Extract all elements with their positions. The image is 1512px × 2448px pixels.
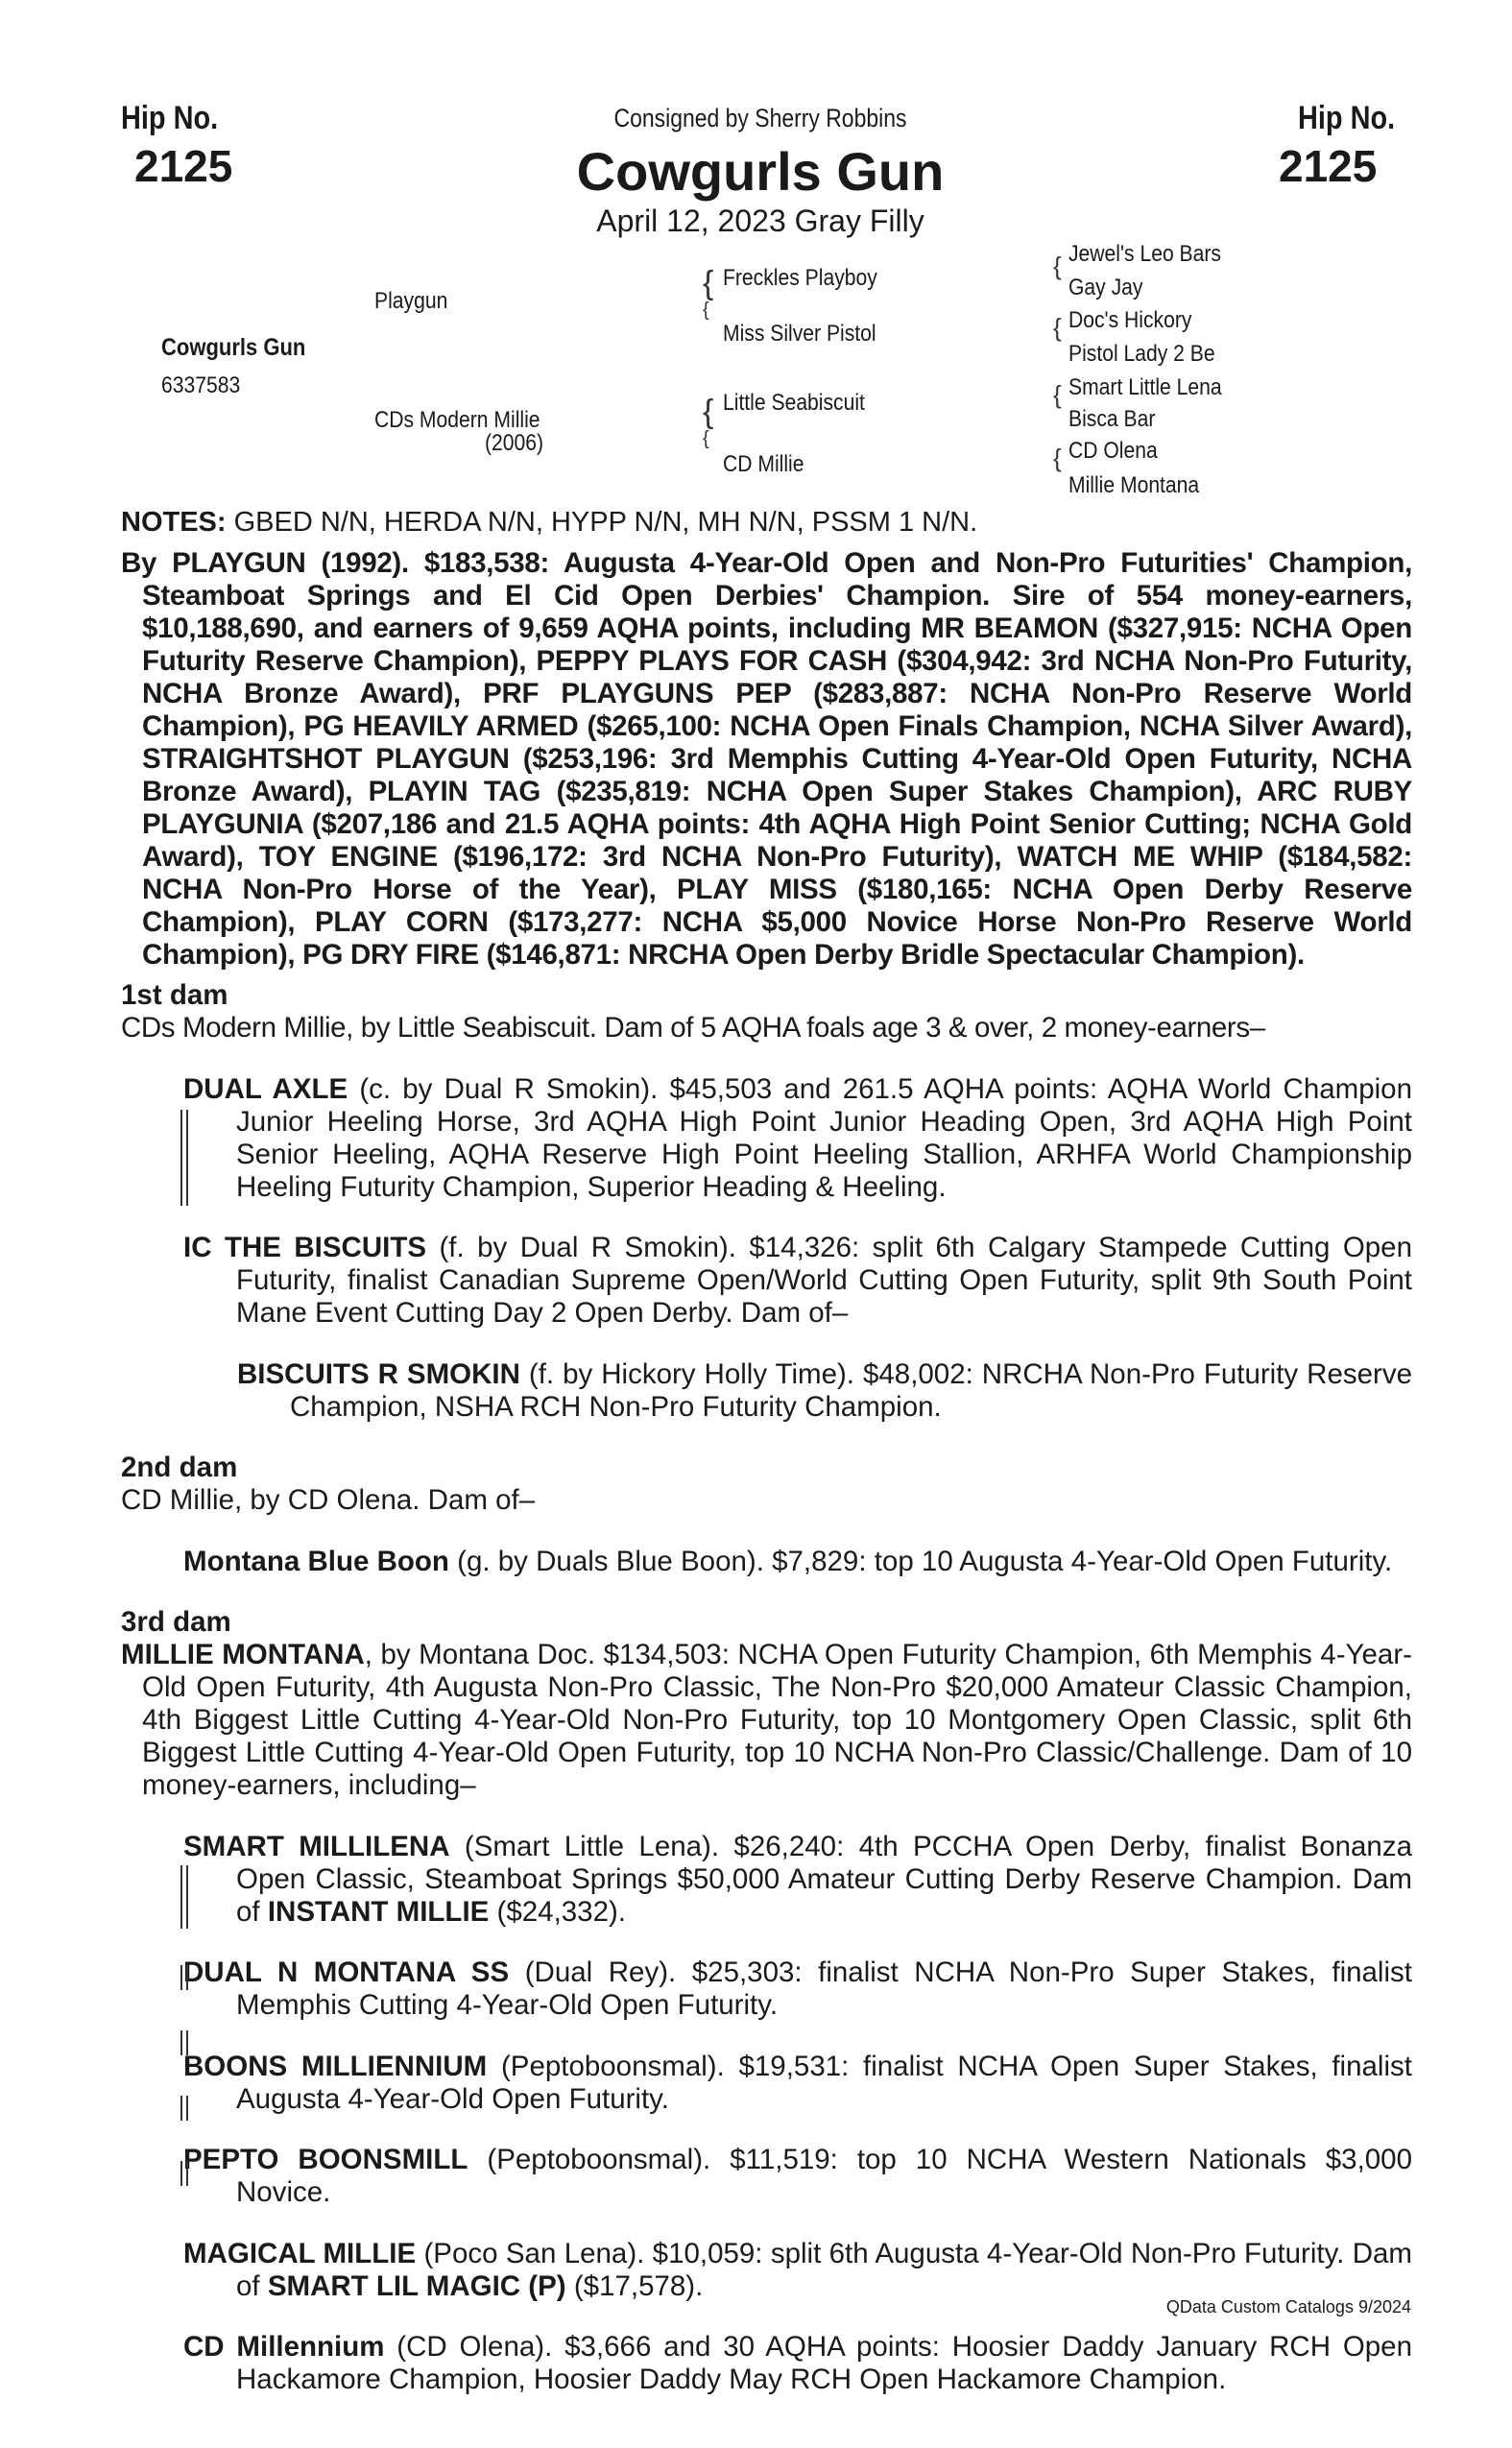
produce-offspring-text: ($24,332).	[489, 1895, 627, 1928]
produce-name: MAGICAL MILLIE	[183, 2237, 417, 2269]
pedigree-brace: {	[1053, 252, 1062, 280]
produce-text: (f. by Hickory Holly Time). $48,002: NRCHA Non-Pro Futurity Reserve Champion, NSHA RCH Non-Pro Futurity Champion.	[290, 1357, 1412, 1423]
pedigree-subject-name: Cowgurls Gun	[161, 334, 306, 361]
notes	[121, 507, 977, 539]
produce-text: (g. by Duals Blue Boon). $7,829: top 10 Augusta 4-Year-Old Open Futurity.	[448, 1545, 1393, 1577]
produce-bar	[180, 2096, 188, 2121]
pedigree-ggp: CD Olena	[1068, 438, 1158, 464]
produce-entry	[121, 1073, 1412, 1204]
produce-text: (f. by Dual R Smokin). $14,326: split 6th Calgary Stampede Cutting Open Futurity, finalist Canadian Supreme Open/World Cutting Open Futurity, split 9th South Point Mane Event Cutting Day 2 Open Derby. Dam of–	[236, 1232, 1412, 1329]
produce-entry	[121, 2144, 1412, 2209]
hip-number-left: 2125	[134, 141, 233, 191]
produce-text: (c. by Dual R Smokin). $45,503 and 261.5 AQHA points: AQHA World Champion Junior Heeling Horse, 3rd AQHA High Point Junior Heading Open, 3rd AQHA High Point Senior Heeling, AQHA Reserve High Point Heeling Stallion, ARHFA World Championship Heeling Futurity Champion, Superior Heading & Heeling.	[236, 1072, 1412, 1203]
pedigree-sire-dam: Miss Silver Pistol	[723, 321, 876, 347]
pedigree-brace: {	[703, 300, 709, 321]
produce-entry	[121, 1546, 1412, 1578]
notes-label: NOTES:	[121, 507, 227, 538]
pedigree-brace: {	[1053, 380, 1062, 409]
produce-record	[121, 1073, 1412, 1424]
first-dam-heading: 1st dam	[121, 979, 228, 1011]
third-dam-name: MILLIE MONTANA	[121, 1639, 365, 1670]
produce-offspring-text: ($17,578).	[565, 2269, 704, 2302]
produce-text: (Dual Rey). $25,303: finalist NCHA Non-Pro Super Stakes, finalist Memphis Cutting 4-Year-Old Open Futurity.	[236, 1956, 1412, 2021]
produce-bar	[180, 1110, 188, 1206]
produce-bar	[180, 1965, 188, 1990]
sire-paragraph: By PLAYGUN (1992). $183,538: Augusta 4-Year-Old Open and Non-Pro Futurities' Champion, Steamboat Springs and El Cid Open Derbies' Champion. Sire of 554 money-earners, $10,188,690, and earners of 9,659 AQHA points, including MR BEAMON ($327,915: NCHA Open Futurity Reserve Champion), PEPPY PLAYS FOR CASH ($304,942: 3rd NCHA Non-Pro Futurity, NCHA Bronze Award), PRF PLAYGUNS PEP ($283,887: NCHA Non-Pro Reserve World Champion), PG HEAVILY ARMED ($265,100: NCHA Open Finals Champion, NCHA Silver Award), STRAIGHTSHOT PLAYGUN ($253,196: 3rd Memphis Cutting 4-Year-Old Open Futurity, NCHA Bronze Award), PLAYIN TAG ($235,819: NCHA Open Super Stakes Champion), ARC RUBY PLAYGUNIA ($207,186 and 21.5 AQHA points: 4th AQHA High Point Senior Cutting; NCHA Gold Award), TOY ENGINE ($196,172: 3rd NCHA Non-Pro Futurity), WATCH ME WHIP ($184,582: NCHA Non-Pro Horse of the Year), PLAY MISS ($180,165: NCHA Open Derby Reserve Champion), PLAY CORN ($173,277: NCHA $5,000 Novice Horse Non-Pro Reserve World Champion), PG DRY FIRE ($146,871: NRCHA Open Derby Bridle Spectacular Champion).	[121, 547, 1412, 971]
produce-bar	[180, 2030, 188, 2055]
consignor: Consigned by Sherry Robbins	[613, 104, 907, 132]
produce-entry	[121, 2331, 1412, 2396]
pedigree-dam-year: (2006)	[485, 430, 544, 456]
notes-text: GBED N/N, HERDA N/N, HYPP N/N, MH N/N, PSSM 1 N/N.	[233, 507, 978, 538]
hip-label-right: Hip No.	[1298, 100, 1396, 136]
third-dam-heading: 3rd dam	[121, 1606, 231, 1638]
produce-entry	[121, 1358, 1412, 1424]
pedigree-brace: {	[703, 394, 714, 430]
produce-name: Montana Blue Boon	[183, 1545, 449, 1577]
produce-offspring-name: SMART LIL MAGIC (P)	[267, 2269, 566, 2302]
foal-date-description: April 12, 2023 Gray Filly	[596, 204, 924, 238]
produce-bar	[180, 1865, 188, 1929]
footer-credit: QData Custom Catalogs 9/2024	[1165, 2297, 1411, 2316]
second-dam-heading: 2nd dam	[121, 1452, 238, 1483]
pedigree-brace: {	[1053, 444, 1062, 472]
produce-name: DUAL AXLE	[183, 1072, 348, 1105]
pedigree-brace: {	[703, 265, 714, 301]
produce-name: BOONS MILLIENNIUM	[183, 2050, 488, 2082]
produce-name: DUAL N MONTANA SS	[183, 1956, 510, 1988]
produce-entry	[121, 1831, 1412, 1929]
produce-name: SMART MILLILENA	[183, 1830, 450, 1862]
pedigree-ggp: Doc's Hickory	[1068, 307, 1192, 333]
pedigree-ggp: Millie Montana	[1068, 472, 1200, 498]
hip-label-left: Hip No.	[121, 100, 219, 136]
produce-name: IC THE BISCUITS	[183, 1232, 427, 1263]
pedigree-sire-sire: Freckles Playboy	[723, 265, 877, 291]
pedigree-ggp: Bisca Bar	[1068, 406, 1156, 432]
produce-entry	[121, 2051, 1412, 2116]
produce-text: (Peptoboonsmal). $11,519: top 10 NCHA Western Nationals $3,000 Novice.	[236, 2144, 1412, 2208]
produce-entry	[121, 2238, 1412, 2303]
pedigree-dam: CDs Modern Millie	[374, 407, 540, 433]
pedigree-sire: Playgun	[374, 288, 448, 314]
page-title: Cowgurls Gun	[576, 141, 945, 202]
pedigree-brace: {	[1053, 313, 1062, 342]
produce-bar	[180, 2161, 188, 2186]
first-dam-intro: CDs Modern Millie, by Little Seabiscuit. Dam of 5 AQHA foals age 3 & over, 2 money-earners–	[121, 1012, 1265, 1044]
pedigree-subject-reg: 6337583	[161, 372, 241, 398]
third-dam-text: , by Montana Doc. $134,503: NCHA Open Futurity Champion, 6th Memphis 4-Year-Old Open Futurity, 4th Augusta Non-Pro Classic, The Non-Pro $20,000 Amateur Classic Champion, 4th Biggest Little Cutting 4-Year-Old Non-Pro Futurity, top 10 Montgomery Open Classic, split 6th Biggest Little Cutting 4-Year-Old Open Futurity, top 10 NCHA Non-Pro Classic/Challenge. Dam of 10 money-earners, including–	[142, 1639, 1412, 1801]
produce-text: (Peptoboonsmal). $19,531: finalist NCHA Open Super Stakes, finalist Augusta 4-Year-Old Open Futurity.	[236, 2050, 1412, 2115]
pedigree-brace: {	[703, 428, 709, 449]
third-dam-intro	[121, 1639, 1412, 1802]
pedigree-dam-dam: CD Millie	[723, 451, 804, 477]
second-dam-intro: CD Millie, by CD Olena. Dam of–	[121, 1484, 536, 1516]
produce-entry	[121, 1232, 1412, 1330]
produce-text: (CD Olena). $3,666 and 30 AQHA points: Hoosier Daddy January RCH Open Hackamore Champion, Hoosier Daddy May RCH Open Hackamore Champion.	[236, 2331, 1412, 2395]
produce-text: (Smart Little Lena). $26,240: 4th PCCHA Open Derby, finalist Bonanza Open Classic, Steamboat Springs $50,000 Amateur Cutting Derby Reserve Champion. Dam of	[236, 1830, 1412, 1928]
pedigree-ggp: Smart Little Lena	[1068, 374, 1222, 400]
hip-number-right: 2125	[1279, 141, 1378, 191]
pedigree-ggp: Jewel's Leo Bars	[1068, 241, 1221, 267]
produce-name: CD Millennium	[183, 2331, 385, 2363]
pedigree-ggp: Gay Jay	[1068, 275, 1143, 300]
pedigree-ggp: Pistol Lady 2 Be	[1068, 341, 1215, 367]
produce-name: BISCUITS R SMOKIN	[237, 1357, 520, 1390]
pedigree-dam-sire: Little Seabiscuit	[723, 390, 865, 416]
produce-text: (Poco San Lena). $10,059: split 6th Augusta 4-Year-Old Non-Pro Futurity. Dam of	[236, 2237, 1412, 2302]
catalog-body	[121, 547, 1412, 2425]
produce-entry	[121, 1956, 1412, 2022]
produce-offspring-name: INSTANT MILLIE	[267, 1895, 490, 1928]
produce-name: PEPTO BOONSMILL	[183, 2144, 468, 2175]
